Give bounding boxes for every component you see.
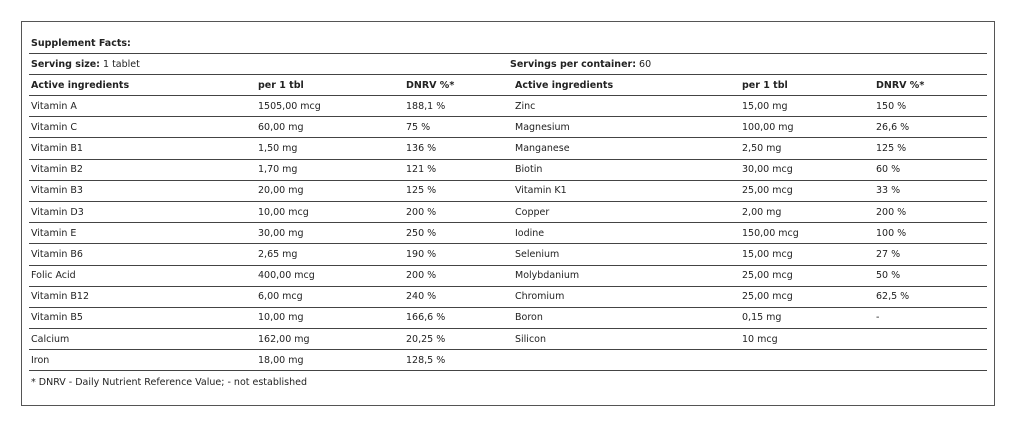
ingredient-amount: 10,00 mg <box>258 312 304 324</box>
ingredient-amount: 2,50 mg <box>742 142 782 154</box>
supplement-facts-table <box>29 34 987 393</box>
ingredient-dnrv: 240 % <box>406 291 437 303</box>
ingredient-amount: 30,00 mcg <box>742 164 793 176</box>
ingredient-amount: 30,00 mg <box>258 227 304 239</box>
ingredient-dnrv: 200 % <box>876 206 907 218</box>
ingredient-amount: 25,00 mcg <box>742 291 793 303</box>
ingredient-name: Calcium <box>31 333 70 345</box>
ingredient-dnrv: 166,6 % <box>406 312 446 324</box>
ingredient-amount: 25,00 mcg <box>742 270 793 282</box>
header-amount-right: per 1 tbl <box>742 79 788 91</box>
ingredient-amount: 10,00 mcg <box>258 206 309 218</box>
header-dnrv-left: DNRV %* <box>406 79 455 91</box>
ingredient-amount: 15,00 mcg <box>742 248 793 260</box>
ingredient-amount: 1505,00 mcg <box>258 100 321 112</box>
ingredient-amount: 2,00 mg <box>742 206 782 218</box>
ingredient-name: Manganese <box>515 142 570 154</box>
footnote-row <box>29 371 987 393</box>
ingredient-name: Vitamin B12 <box>31 291 90 303</box>
ingredient-dnrv: 60 % <box>876 164 901 176</box>
ingredient-dnrv: 136 % <box>406 142 437 154</box>
ingredient-name: Iron <box>31 354 50 366</box>
ingredient-name: Zinc <box>515 100 536 112</box>
ingredient-dnrv: 125 % <box>406 185 437 197</box>
ingredient-name: Vitamin B1 <box>31 142 83 154</box>
header-ingredient-left: Active ingredients <box>31 79 130 91</box>
table-row <box>29 244 987 265</box>
servings-per-container-label: Servings per container: <box>510 58 637 70</box>
ingredient-dnrv: 150 % <box>876 100 907 112</box>
ingredient-amount: 100,00 mg <box>742 121 794 133</box>
ingredient-name: Vitamin B3 <box>31 185 83 197</box>
ingredient-amount: 60,00 mg <box>258 121 304 133</box>
ingredient-amount: 1,70 mg <box>258 164 298 176</box>
servings-per-container <box>508 59 987 70</box>
ingredient-dnrv: 250 % <box>406 227 437 239</box>
ingredient-dnrv: 20,25 % <box>406 333 446 345</box>
ingredient-name: Silicon <box>515 333 547 345</box>
ingredient-amount: 15,00 mg <box>742 100 788 112</box>
ingredient-name: Selenium <box>515 248 560 260</box>
table-row <box>29 350 987 371</box>
ingredient-amount: 20,00 mg <box>258 185 304 197</box>
footnote: * DNRV - Daily Nutrient Reference Value; - not established <box>31 376 307 388</box>
header-dnrv-right: DNRV %* <box>876 79 925 91</box>
ingredient-dnrv: 190 % <box>406 248 437 260</box>
ingredient-name: Vitamin D3 <box>31 206 84 218</box>
table-row <box>29 202 987 223</box>
column-header-row <box>29 75 987 96</box>
ingredient-dnrv: 200 % <box>406 206 437 218</box>
ingredient-name: Copper <box>515 206 550 218</box>
ingredient-name: Biotin <box>515 164 543 176</box>
ingredient-amount: 1,50 mg <box>258 142 298 154</box>
ingredient-dnrv: 128,5 % <box>406 354 446 366</box>
table-row <box>29 138 987 159</box>
ingredient-name: Vitamin A <box>31 100 77 112</box>
ingredient-amount: 162,00 mg <box>258 333 310 345</box>
ingredient-amount: 2,65 mg <box>258 248 298 260</box>
table-row <box>29 308 987 329</box>
servings-per-container-value: 60 <box>639 58 652 70</box>
ingredient-dnrv: 100 % <box>876 227 907 239</box>
ingredient-dnrv: 33 % <box>876 185 901 197</box>
ingredient-name: Molybdanium <box>515 270 580 282</box>
ingredient-amount: 10 mcg <box>742 333 778 345</box>
ingredient-name: Vitamin K1 <box>515 185 567 197</box>
ingredient-amount: 18,00 mg <box>258 354 304 366</box>
ingredient-amount: 25,00 mcg <box>742 185 793 197</box>
ingredient-name: Vitamin B2 <box>31 164 83 176</box>
table-row <box>29 181 987 202</box>
ingredient-dnrv: 27 % <box>876 248 901 260</box>
ingredient-rows <box>29 96 987 371</box>
ingredient-dnrv: 26,6 % <box>876 121 910 133</box>
table-row <box>29 223 987 244</box>
ingredient-dnrv: 50 % <box>876 270 901 282</box>
ingredient-amount: 6,00 mcg <box>258 291 303 303</box>
ingredient-amount: 0,15 mg <box>742 312 782 324</box>
table-title: Supplement Facts: <box>31 38 131 49</box>
ingredient-amount: 400,00 mcg <box>258 270 315 282</box>
ingredient-name: Vitamin E <box>31 227 77 239</box>
ingredient-dnrv: - <box>876 312 880 324</box>
header-ingredient-right: Active ingredients <box>515 79 614 91</box>
ingredient-name: Magnesium <box>515 121 570 133</box>
table-row <box>29 266 987 287</box>
ingredient-name: Chromium <box>515 291 565 303</box>
serving-row <box>29 54 987 75</box>
ingredient-dnrv: 121 % <box>406 164 437 176</box>
ingredient-name: Folic Acid <box>31 270 76 282</box>
table-row <box>29 117 987 138</box>
table-row <box>29 329 987 350</box>
table-row <box>29 287 987 308</box>
header-amount-left: per 1 tbl <box>258 79 304 91</box>
ingredient-dnrv: 188,1 % <box>406 100 446 112</box>
table-title-row <box>29 34 987 54</box>
table-row <box>29 96 987 117</box>
ingredient-amount: 150,00 mcg <box>742 227 799 239</box>
table-row <box>29 160 987 181</box>
ingredient-name: Iodine <box>515 227 545 239</box>
ingredient-dnrv: 75 % <box>406 121 431 133</box>
ingredient-name: Boron <box>515 312 543 324</box>
ingredient-dnrv: 125 % <box>876 142 907 154</box>
serving-size-label: Serving size: <box>31 58 100 70</box>
serving-size-value: 1 tablet <box>103 58 140 70</box>
ingredient-dnrv: 62,5 % <box>876 291 910 303</box>
ingredient-dnrv: 200 % <box>406 270 437 282</box>
ingredient-name: Vitamin C <box>31 121 78 133</box>
ingredient-name: Vitamin B6 <box>31 248 83 260</box>
serving-size <box>29 59 508 70</box>
ingredient-name: Vitamin B5 <box>31 312 83 324</box>
